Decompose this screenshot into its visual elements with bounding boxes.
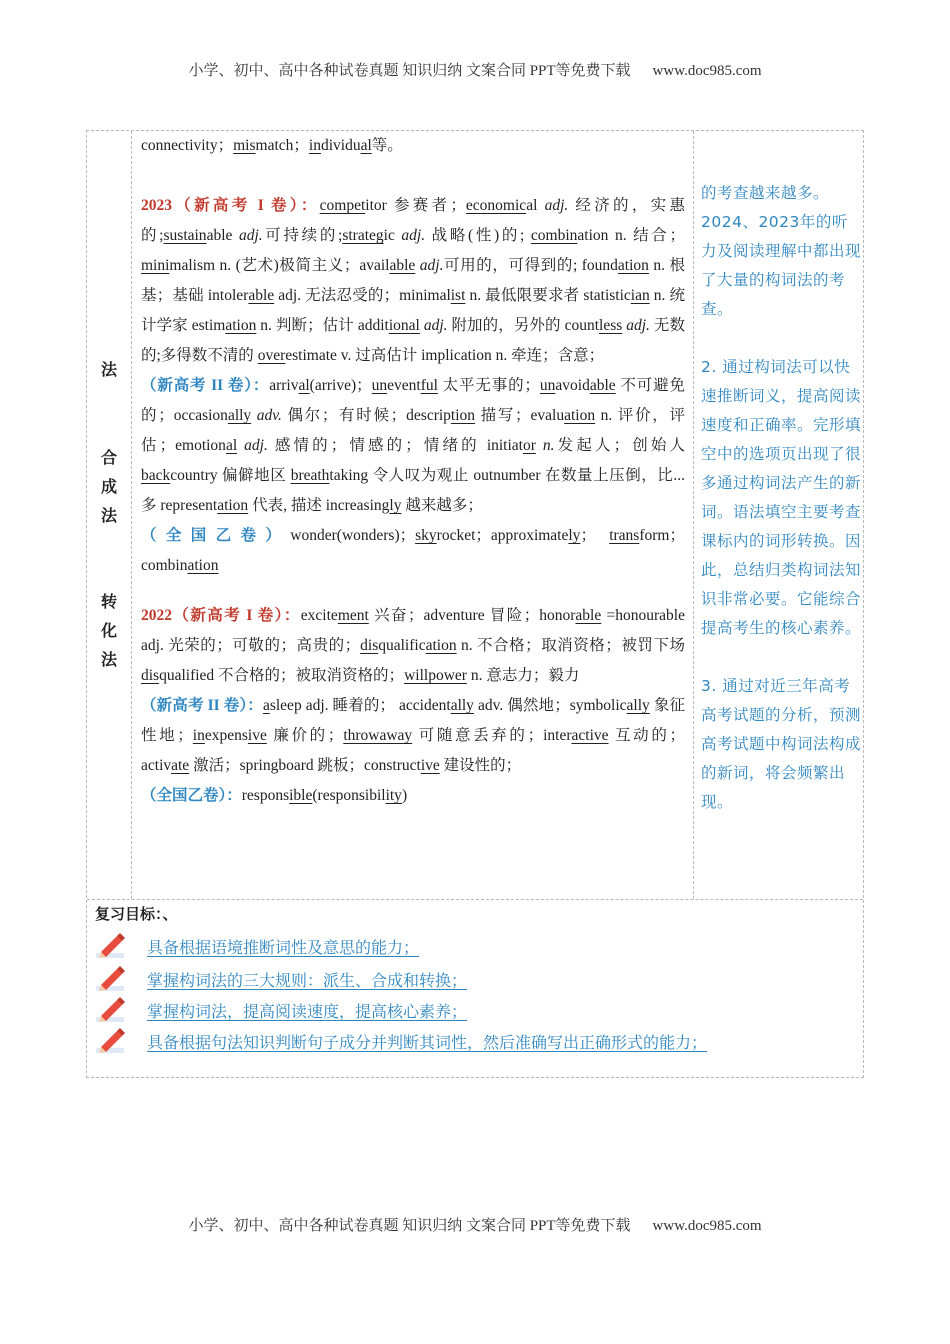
category-char: 合 <box>100 448 117 467</box>
goal-text: 掌握构词法的三大规则：派生、合成和转换； <box>147 971 468 990</box>
category-char: 法 <box>100 360 117 379</box>
category-column <box>87 131 131 899</box>
analysis-point-2: 2. 通过构词法可以快速推断词义，提高阅读速度和正确率。完形填空中的选项页出现了很多通过构词法产生的新词。语法填空主要考查课标内的词形转换。因此，总结归类构词法知识非常必要。它能综合提高考生的核心素养。 <box>701 358 862 637</box>
category-char: 转 <box>100 592 117 611</box>
review-goals-title: 复习目标：、 <box>95 905 178 923</box>
year-label: 2023（新高考 I 卷）： <box>141 197 320 214</box>
year-2023-national-b: （全国乙卷）wonder(wonders)；skyrocket；approximately； transform；combination <box>141 527 685 574</box>
pencil-icon <box>93 1026 129 1056</box>
goal-text: 具备根据句法知识判断句子成分并判断其词性，然后准确写出正确形式的能力； <box>147 1033 708 1052</box>
analysis-point-1: 的考查越来越多。2024、2023年的听力及阅读理解中都出现了大量的构词法的考查。 <box>701 184 862 318</box>
year-label: 2022（新高考 I 卷）： <box>141 607 301 624</box>
pencil-icon <box>93 995 129 1025</box>
column-divider-left <box>131 131 132 899</box>
header-text: 小学、初中、高中各种试卷真题 知识归纳 文案合同 PPT等免费下载 <box>188 63 631 79</box>
goal-text: 掌握构词法，提高阅读速度，提高核心素养； <box>147 1002 468 1021</box>
word-examples <box>141 131 685 811</box>
source-label: （全国乙卷） <box>141 527 291 544</box>
goal-text: 具备根据语境推断词性及意思的能力； <box>147 938 420 957</box>
goal-item <box>93 1026 813 1056</box>
year-2023-new-gaokao-2: （新高考 II 卷）：arrival(arrive)；uneventful 太平无事的；unavoidable 不可避免的；occasionally adv. 偶尔；有时候；description 描写；evaluation n. 评价，评估；emotional adj. 感情的；情感的；情绪的 initiator n.发起人；创始人 backcountry 偏僻地区 breathtaking 令人叹为观止 outnumber 在数量上压倒，比...多 representation 代表, 描述 increasingly 越来越多； <box>141 377 685 514</box>
source-label: （新高考 II 卷）： <box>141 377 270 394</box>
category-char: 成 <box>100 477 117 496</box>
goal-item <box>93 931 813 961</box>
goal-item <box>93 964 813 994</box>
year-2022-block: 2022（新高考 I 卷）：excitement 兴奋；adventure 冒险；honorable =honourable adj. 光荣的；可敬的；高贵的；disqualification n. 不合格；取消资格；被罚下场 disqualified 不合格的；被取消资格的；willpower n. 意志力；毅力 <box>141 607 685 684</box>
analysis-point-3: 3. 通过对近三年高考高考试题的分析，预测高考试题中构词法构成的新词，将会频繁出现。 <box>701 677 862 811</box>
footer-text: 小学、初中、高中各种试卷真题 知识归纳 文案合同 PPT等免费下载 <box>188 1218 631 1234</box>
intro-line: connectivity；mismatch；individual等。 <box>141 137 403 154</box>
pencil-icon <box>93 964 129 994</box>
analysis-column <box>701 179 861 817</box>
footer-site: www.doc985.com <box>652 1218 762 1234</box>
category-char: 法 <box>100 650 117 669</box>
goal-item <box>93 995 813 1025</box>
header-site: www.doc985.com <box>652 63 762 79</box>
year-2023-block: 2023（新高考 I 卷）：competitor 参赛者；economical adj. 经济的，实惠的;sustainable adj.可持续的;strategic adj. 战略(性)的; combination n. 结合；minimalism n. (艺术)极简主义；available adj.可用的，可得到的; foundation n. 根基；基础 intolerable adj. 无法忍受的；minimalist n. 最低限要求者 statistician n. 统计学家 estimation n. 判断；估计 additional adj. 附加的，另外的 countless adj. 无数的;多得数不清的 overestimate v. 过高估计 implication n. 牵连；含意； <box>141 197 685 364</box>
page-footer <box>0 1214 950 1235</box>
category-char: 化 <box>100 621 117 640</box>
year-2022-new-gaokao-2: （新高考 II 卷）：asleep adj. 睡着的； accidentally adv. 偶然地；symbolically 象征性地；inexpensive 廉价的；throwaway 可随意丢弃的；interactive 互动的；activate 激活；springboard 跳板；constructive 建设性的； <box>141 697 685 774</box>
content-table <box>86 130 864 1078</box>
column-divider-right <box>693 131 694 899</box>
pencil-icon <box>93 931 129 961</box>
category-char: 法 <box>100 506 117 525</box>
row-divider <box>87 899 863 900</box>
year-2022-national-b: （全国乙卷）：responsible(responsibility) <box>141 787 408 804</box>
source-label: （新高考 II 卷）： <box>141 697 263 714</box>
source-label: （全国乙卷）： <box>141 787 242 804</box>
page-header <box>0 59 950 80</box>
